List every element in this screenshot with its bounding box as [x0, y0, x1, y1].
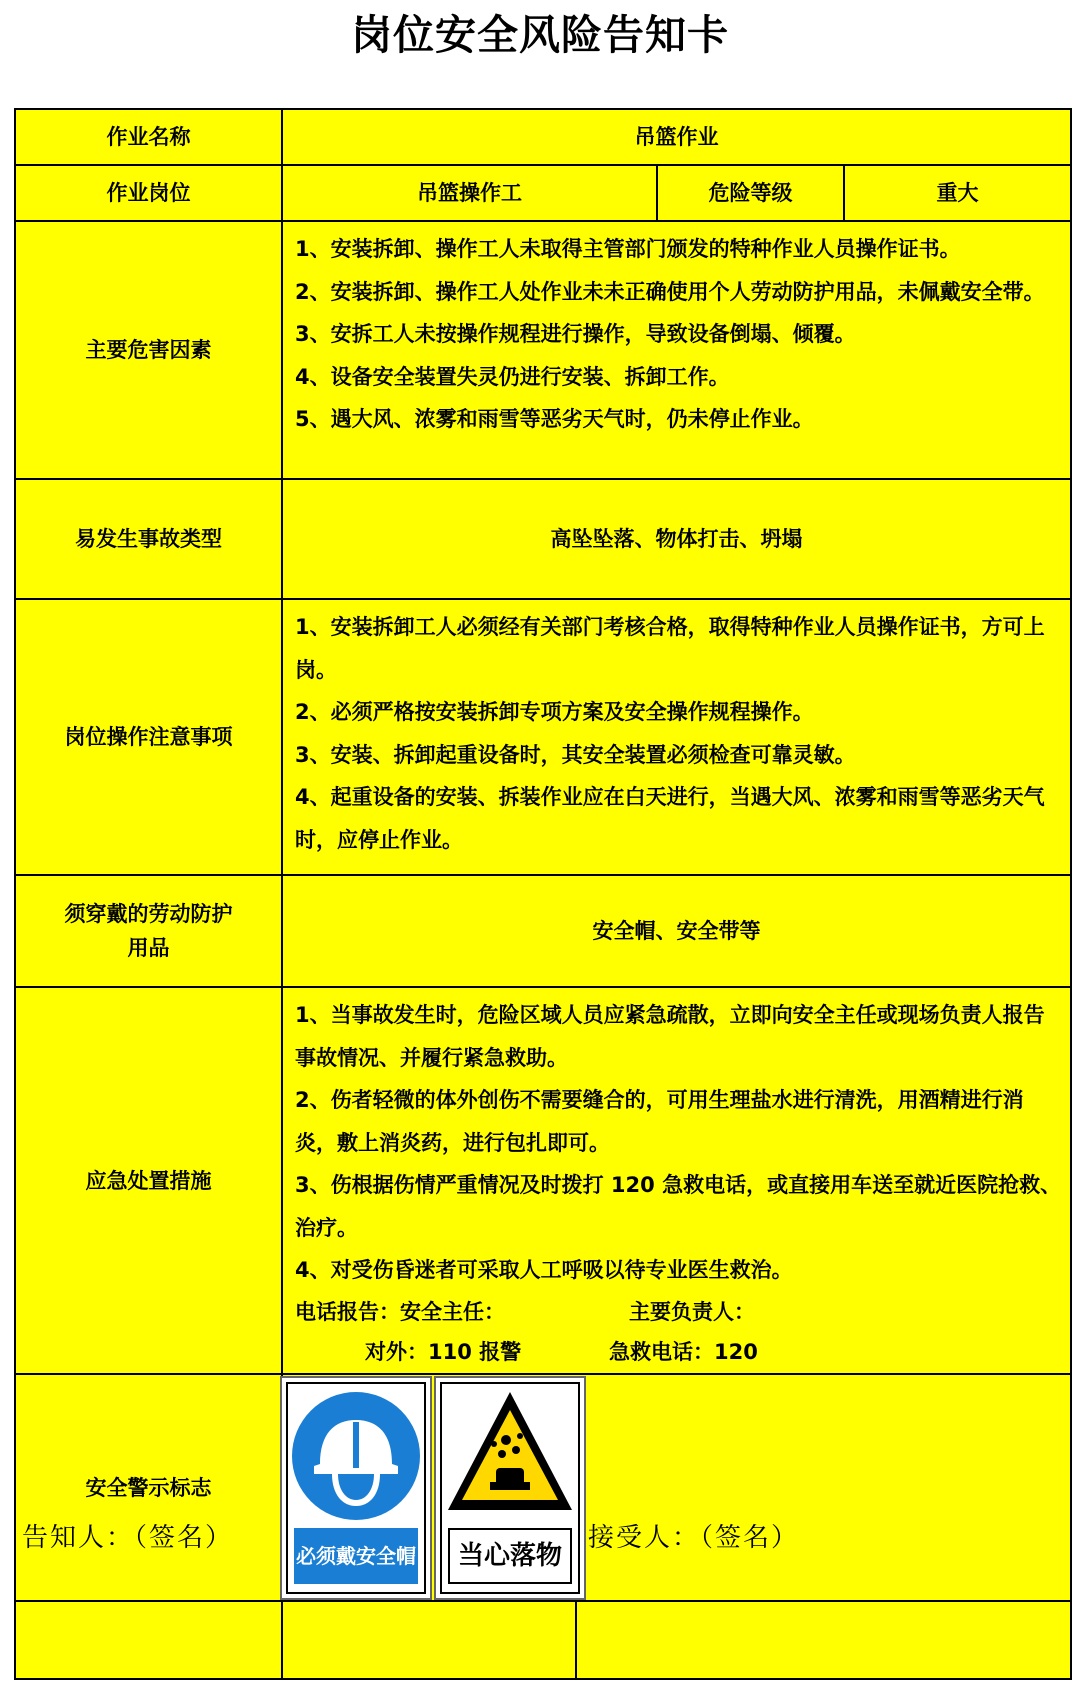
precaution-item: 2、必须严格按安装拆卸专项方案及安全操作规程操作。 — [295, 700, 814, 724]
safety-signs-label: 安全警示标志 — [85, 1475, 212, 1500]
first-aid-phone-label: 急救电话：120 — [609, 1339, 758, 1364]
notifier-signature-label: 告知人：（签名） — [22, 1522, 234, 1553]
job-post-label: 作业岗位 — [106, 181, 191, 205]
job-post-value: 吊篮操作工 — [417, 181, 522, 205]
hazard-item: 2、安装拆卸、操作工人处作业未未正确使用个人劳动防护用品，未佩戴安全带。 — [295, 279, 1045, 304]
row-divider — [14, 1600, 1072, 1602]
job-name-label: 作业名称 — [106, 125, 191, 149]
frame-bottom — [14, 1678, 1072, 1680]
hazard-item: 1、安装拆卸、操作工人未取得主管部门颁发的特种作业人员操作证书。 — [295, 237, 961, 261]
precaution-item: 4、起重设备的安装、拆装作业应在白天进行，当遇大风、浓雾和雨雪等恶劣天气时，应停止作业。 — [295, 785, 1045, 852]
signature-divider — [575, 1600, 577, 1680]
page-title: 岗位安全风险告知卡 — [351, 11, 729, 59]
risk-level-value: 重大 — [936, 181, 979, 205]
helmet-mandatory-sign — [280, 1376, 432, 1600]
receiver-signature-label: 接受人：（签名） — [588, 1522, 800, 1553]
hazard-item: 5、遇大风、浓雾和雨雪等恶劣天气时，仍未停止作业。 — [295, 407, 814, 431]
accident-types-label: 易发生事故类型 — [75, 527, 222, 551]
helmet-mandatory-text: 必须戴安全帽 — [294, 1528, 418, 1584]
emergency-item: 2、伤者轻微的体外创伤不需要缝合的，可用生理盐水进行清洗，用酒精进行消炎，敷上消炎药，进行包扎即可。 — [295, 1088, 1024, 1155]
hazards-list — [283, 222, 1070, 478]
job-name-value: 吊篮作业 — [634, 125, 719, 149]
emergency-label: 应急处置措施 — [85, 1168, 212, 1193]
risk-card-table — [14, 108, 1072, 1680]
emergency-list — [283, 988, 1070, 1373]
falling-objects-sign — [434, 1376, 586, 1600]
hazard-item: 4、设备安全装置失灵仍进行安装、拆卸工作。 — [295, 364, 730, 389]
phone-report-label: 电话报告：安全主任： — [295, 1299, 505, 1324]
main-responsible-label: 主要负责人： — [629, 1299, 755, 1324]
emergency-item: 4、对受伤昏迷者可采取人工呼吸以待专业医生救治。 — [295, 1258, 793, 1282]
falling-objects-warning-icon — [436, 1378, 584, 1528]
frame-right — [1070, 108, 1072, 1680]
falling-objects-text: 当心落物 — [448, 1528, 572, 1584]
emergency-numbers-line — [295, 1332, 1062, 1372]
emergency-item: 3、伤根据伤情严重情况及时拨打 120 急救电话，或直接用车送至就近医院抢救、治疗。 — [295, 1173, 1062, 1240]
emergency-item: 1、当事故发生时，危险区域人员应紧急疏散，立即向安全主任或现场负责人报告事故情况、并履行紧急救助。 — [295, 1003, 1045, 1070]
hazard-item: 3、安拆工人未按操作规程进行操作，导致设备倒塌、倾覆。 — [295, 322, 856, 346]
precaution-item: 3、安装、拆卸起重设备时，其安全装置必须检查可靠灵敏。 — [295, 742, 856, 767]
precautions-label: 岗位操作注意事项 — [64, 725, 233, 749]
ppe-label: 须穿戴的劳动防护用品 — [64, 902, 233, 960]
external-alarm-label: 对外：110 报警 — [365, 1339, 522, 1364]
precautions-list — [283, 600, 1070, 874]
risk-level-label: 危险等级 — [708, 181, 793, 205]
accident-types-value: 高坠坠落、物体打击、坍塌 — [550, 527, 803, 551]
ppe-value: 安全帽、安全带等 — [592, 919, 761, 943]
phone-report-line — [295, 1292, 1062, 1332]
helmet-mandatory-icon — [282, 1382, 430, 1530]
precaution-item: 1、安装拆卸工人必须经有关部门考核合格，取得特种作业人员操作证书，方可上岗。 — [295, 615, 1045, 682]
hazards-label: 主要危害因素 — [85, 338, 212, 362]
